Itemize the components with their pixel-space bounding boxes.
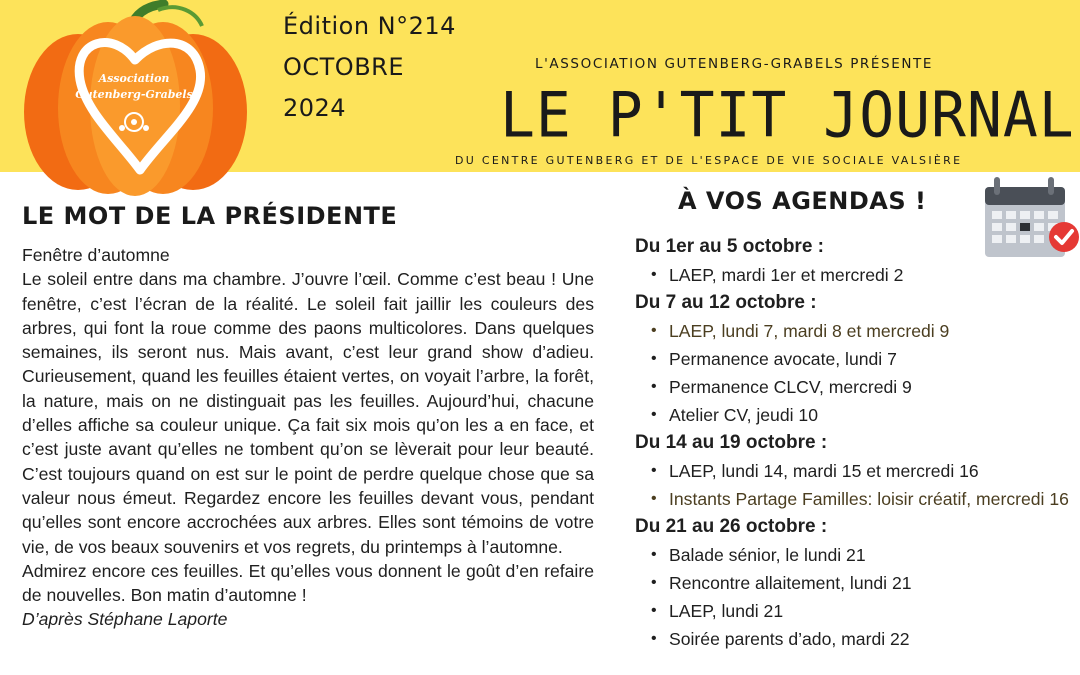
agenda-item: • LAEP, lundi 7, mardi 8 et mercredi 9 bbox=[651, 321, 950, 341]
president-heading: LE MOT DE LA PRÉSIDENTE bbox=[22, 202, 398, 230]
journal-subtitle: DU CENTRE GUTENBERG ET DE L'ESPACE DE VIE SOCIALE VALSIÈRE bbox=[455, 154, 963, 167]
agenda-period: Du 7 au 12 octobre : bbox=[635, 292, 817, 313]
edition-info bbox=[283, 6, 456, 129]
agenda-period: Du 21 au 26 octobre : bbox=[635, 516, 828, 537]
agenda-item: • LAEP, lundi 14, mardi 15 et mercredi 16 bbox=[651, 461, 979, 481]
agenda-list bbox=[635, 233, 1075, 653]
agenda-item: • Permanence avocate, lundi 7 bbox=[651, 349, 897, 369]
agenda-item: • LAEP, lundi 21 bbox=[651, 601, 784, 621]
journal-title: LE P'TIT JOURNAL bbox=[500, 78, 1075, 152]
article-paragraph-1: Le soleil entre dans ma chambre. J’ouvre l’œil. Comme c’est beau ! Une fenêtre, c’est l’écran de la réalité. Le soleil fait jaillir les couleurs des arbres, qui font la roue comme des paons multicolores. Dans quelques semaines, ils seront nus. Mais avant, c’est leur grand show d’adieu. Curieusement, quand les feuilles étaient vertes, on voyait l’arbre, la forêt, la nature, mais on ne distinguait pas les feuilles. Aujourd’hui, chacune d’elles affiche sa couleur unique. Ça fait six mois qu’on les a en face, et c’est juste avant qu’elles ne tombent qu’on se lèverait pour leur beauté. C’est toujours quand on est sur le point de perdre quelque chose que sa valeur nous émeut. Regardez encore les feuilles devant vous, pendant qu’elles sont encore accrochées aux arbres. Elles sont témoins de votre vie, de vos beaux souvenirs et vos regrets, du printemps à l’automne. bbox=[22, 269, 594, 557]
article-author: D’après Stéphane Laporte bbox=[22, 609, 228, 630]
edition-month: OCTOBRE bbox=[283, 53, 405, 81]
president-article bbox=[22, 243, 594, 632]
agenda-item: • Balade sénior, le lundi 21 bbox=[651, 545, 866, 565]
logo-line2: Gutenberg-Grabels bbox=[75, 88, 193, 101]
agenda-item: • Permanence CLCV, mercredi 9 bbox=[651, 377, 912, 397]
presenter-line: L'ASSOCIATION GUTENBERG-GRABELS PRÉSENTE bbox=[535, 56, 934, 72]
agenda-period: Du 14 au 19 octobre : bbox=[635, 432, 828, 453]
edition-number: Édition N°214 bbox=[283, 12, 456, 40]
agenda-item: • Instants Partage Familles: loisir créatif, mercredi 16 bbox=[651, 489, 1069, 509]
agenda-heading: À VOS AGENDAS ! bbox=[678, 187, 927, 215]
agenda-item: • LAEP, mardi 1er et mercredi 2 bbox=[651, 265, 904, 285]
poem-title: Fenêtre d’automne bbox=[22, 245, 170, 265]
logo-line1: Association bbox=[98, 72, 170, 85]
pumpkin-logo bbox=[18, 0, 253, 200]
agenda-period: Du 1er au 5 octobre : bbox=[635, 236, 824, 257]
agenda-item: • Rencontre allaitement, lundi 21 bbox=[651, 573, 912, 593]
edition-year: 2024 bbox=[283, 94, 347, 122]
agenda-item: • Soirée parents d’ado, mardi 22 bbox=[651, 629, 910, 649]
agenda-item: • Atelier CV, jeudi 10 bbox=[651, 405, 818, 425]
header-banner bbox=[0, 0, 1080, 172]
article-paragraph-2: Admirez encore ces feuilles. Et qu’elles vous donnent le goût d’en refaire de nouvelles. Bon matin d’automne ! bbox=[22, 560, 594, 606]
